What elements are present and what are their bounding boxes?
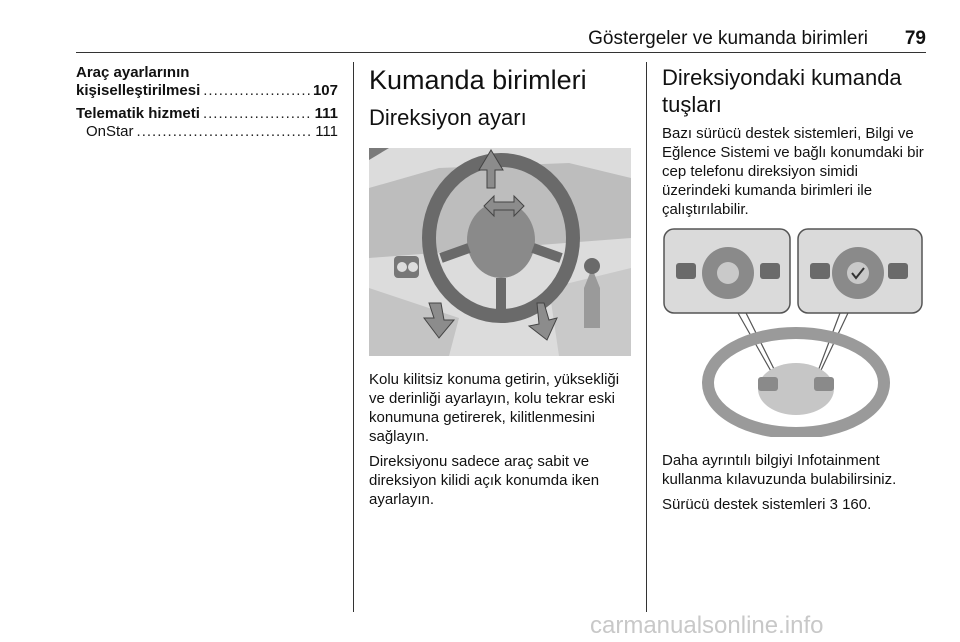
header-rule (76, 52, 926, 53)
toc-entry-label: OnStar (86, 123, 134, 140)
toc-entry-label: Araç ayarlarının (76, 64, 190, 81)
section-heading: Kumanda birimleri (369, 65, 587, 95)
toc-entry-label: kişiselleştirilmesi (76, 82, 201, 99)
page-number: 79 (904, 28, 926, 49)
paragraph-driver-assist: Sürücü destek sistemleri 3 160. (662, 496, 872, 513)
right-column (662, 64, 928, 520)
toc-leader (203, 82, 310, 100)
section-heading-controls: Direksiyondaki kumanda tuşları (662, 65, 902, 117)
column-divider-1 (353, 62, 354, 612)
toc-page: 111 (314, 105, 338, 122)
toc-page: 107 (312, 82, 338, 99)
toc-leader (137, 123, 313, 141)
toc-entry-label: Telematik hizmeti (76, 105, 200, 122)
watermark: carmanualsonline.info (590, 612, 824, 639)
subsection-heading: Direksiyon ayarı (369, 105, 527, 130)
toc-entry-onstar[interactable] (76, 123, 338, 141)
middle-column (369, 64, 633, 515)
toc-entry-telematics[interactable] (76, 105, 338, 123)
header-title: Göstergeler ve kumanda birimleri (588, 28, 868, 49)
column-divider-2 (646, 62, 647, 612)
steering-wheel-controls-figure (662, 227, 924, 437)
paragraph-infotainment: Daha ayrıntılı bilgiyi Infotainment kullanma kılavuzunda bulabilirsiniz. (662, 452, 897, 488)
page-header (76, 28, 926, 50)
steering-wheel-adjustment-figure (369, 148, 631, 356)
paragraph-controls-intro: Bazı sürücü destek sistemleri, Bilgi ve Eğlence Sistemi ve bağlı konumdaki bir cep telefonu direksiyon simidi üzerindeki kumanda birimleri ile çalıştırılabilir. (662, 125, 924, 218)
paragraph-adjust: Kolu kilitsiz konuma getirin, yüksekliği ve derinliği ayarlayın, kolu tekrar eski konumuna getirerek, kilitlenmesini sağlayın. (369, 371, 620, 445)
paragraph-warning: Direksiyonu sadece araç sabit ve direksiyon kilidi açık konumda iken ayarlayın. (369, 453, 600, 508)
toc-column (76, 64, 338, 146)
toc-entry-customization[interactable] (76, 64, 338, 100)
toc-leader (203, 105, 312, 123)
toc-page: 111 (315, 123, 338, 140)
